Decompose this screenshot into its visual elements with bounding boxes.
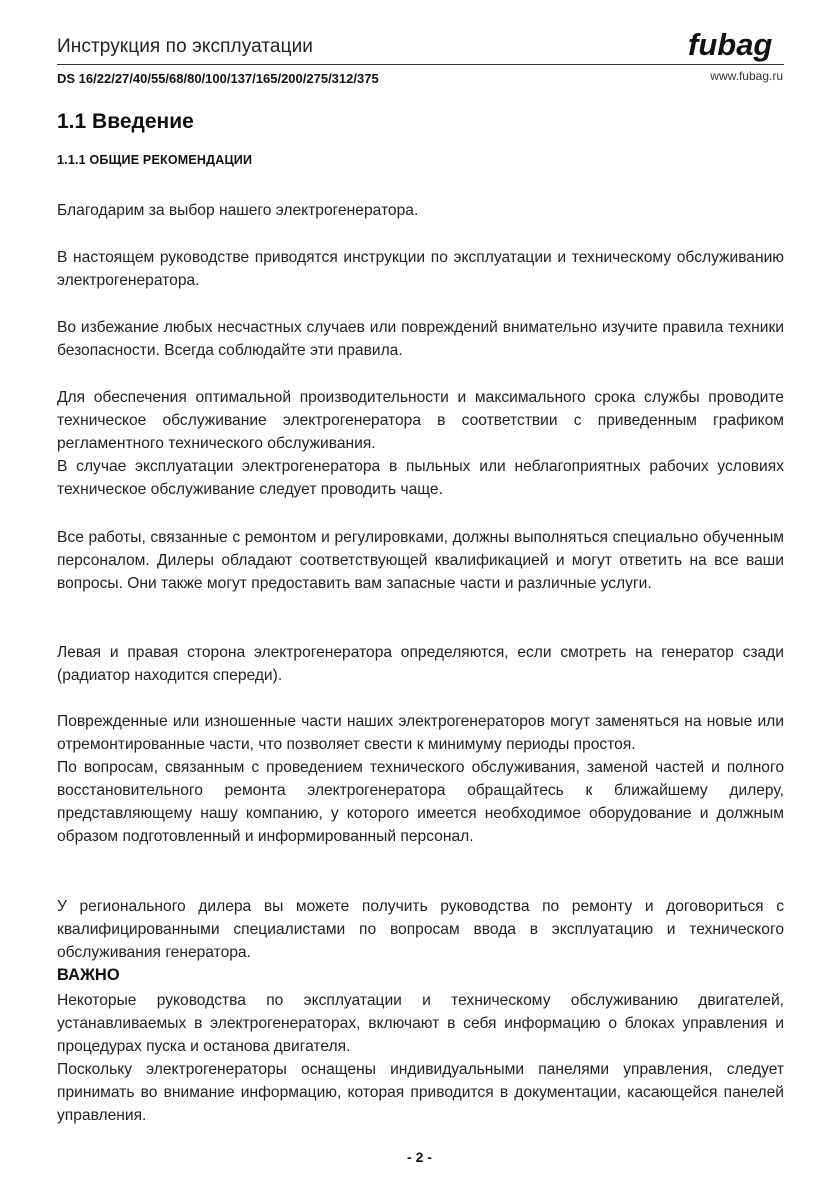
document-title: Инструкция по эксплуатации: [57, 36, 314, 57]
subsection-title: 1.1.1 ОБЩИЕ РЕКОМЕНДАЦИИ: [57, 153, 253, 167]
paragraph: Левая и правая сторона электрогенератора определяются, если смотреть на генератор сзади (радиатор находится спереди).: [57, 644, 784, 684]
paragraph: По вопросам, связанным с проведением технического обслуживания, заменой частей и полного восстановительного ремонта электрогенератора обращайтесь к ближайшему дилеру, представляющему нашу компанию, у которого имеется необходимое оборудование и должным образом подготовленный и информированный персонал.: [57, 759, 784, 845]
website-url: www.fubag.ru: [710, 69, 783, 83]
paragraph: Все работы, связанные с ремонтом и регулировками, должны выполняться специально обученным персоналом. Дилеры обладают соответствующей квалификацией и могут ответить на все ваши вопросы. Они также могут предоставить вам запасные части и различные услуги.: [57, 529, 784, 592]
header-divider: [57, 64, 784, 65]
fubag-logo: [686, 28, 784, 62]
paragraph: Во избежание любых несчастных случаев или повреждений внимательно изучите правила техники безопасности. Всегда соблюдайте эти правила.: [57, 319, 784, 359]
paragraph: Некоторые руководства по эксплуатации и техническому обслуживанию двигателей, устанавливаемых в электрогенераторах, включают в себя информацию о блоках управления и процедурах пуска и останова двигателя.: [57, 992, 784, 1055]
paragraph: В настоящем руководстве приводятся инструкции по эксплуатации и техническому обслуживанию электрогенератора.: [57, 249, 784, 289]
paragraph-group: [57, 386, 784, 501]
important-heading: ВАЖНО: [57, 966, 120, 984]
paragraph: У регионального дилера вы можете получить руководства по ремонту и договориться с квалифицированными специалистами по вопросам ввода в эксплуатацию и технического обслуживания генератора.: [57, 898, 784, 961]
paragraph-group: [57, 710, 784, 848]
model-list: DS 16/22/27/40/55/68/80/100/137/165/200/275/312/375: [57, 71, 379, 86]
paragraph: Поскольку электрогенераторы оснащены индивидуальными панелями управления, следует принимать во внимание информацию, которая приводится в документации, касающейся панелей управления.: [57, 1061, 784, 1124]
section-title: 1.1 Введение: [57, 110, 194, 133]
important-notice: [57, 989, 784, 1127]
paragraph: В случае эксплуатации электрогенератора в пыльных или неблагоприятных рабочих условиях техническое обслуживание следует проводить чаще.: [57, 458, 784, 498]
paragraph: Для обеспечения оптимальной производительности и максимального срока службы проводите техническое обслуживание электрогенератора в соответствии с приведенным графиком регламентного технического обслуживания.: [57, 389, 784, 452]
logo-text: fubag: [688, 28, 773, 62]
page-number: - 2 -: [407, 1149, 432, 1165]
paragraph: Поврежденные или изношенные части наших электрогенераторов могут заменяться на новые или отремонтированные части, что позволяет свести к минимуму периоды простоя.: [57, 713, 784, 753]
paragraph: Благодарим за выбор нашего электрогенератора.: [57, 202, 419, 219]
